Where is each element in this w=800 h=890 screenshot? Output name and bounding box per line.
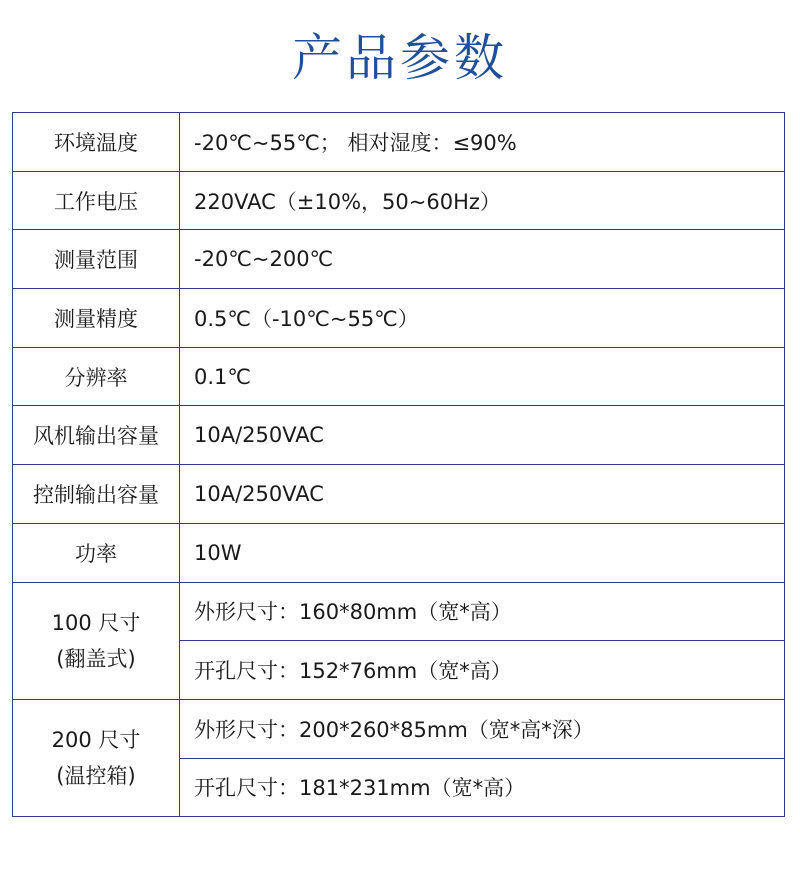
table-row: [13, 171, 785, 230]
table-row: [13, 465, 785, 524]
page-title: 产品参数: [292, 29, 508, 87]
table-row: [13, 699, 785, 758]
size-100-cutout-size: 开孔尺寸：152*76mm（宽*高）: [180, 641, 785, 700]
row-label-control-output-capacity: 控制输出容量: [13, 465, 180, 524]
row-value-resolution: 0.1℃: [180, 347, 785, 406]
spec-table: [12, 112, 785, 817]
table-row: [13, 406, 785, 465]
table-row: [13, 582, 785, 641]
size-group-label-line1: 200 尺寸: [51, 728, 141, 753]
row-label-power: 功率: [13, 523, 180, 582]
row-value-control-output-capacity: 10A/250VAC: [180, 465, 785, 524]
row-label-fan-output-capacity: 风机输出容量: [13, 406, 180, 465]
row-value-fan-output-capacity: 10A/250VAC: [180, 406, 785, 465]
size-group-label-line1: 100 尺寸: [51, 610, 141, 635]
row-label-measuring-range: 测量范围: [13, 230, 180, 289]
table-row: [13, 347, 785, 406]
table-row: [13, 230, 785, 289]
row-value-power: 10W: [180, 523, 785, 582]
table-row: [13, 113, 785, 172]
size-100-outer-size: 外形尺寸：160*80mm（宽*高）: [180, 582, 785, 641]
row-label-measuring-accuracy: 测量精度: [13, 289, 180, 348]
size-200-cutout-size: 开孔尺寸：181*231mm（宽*高）: [180, 758, 785, 817]
size-group-label-100: [13, 582, 180, 699]
table-row: [13, 523, 785, 582]
table-row: [13, 289, 785, 348]
row-value-working-voltage: 220VAC（±10%，50~60Hz）: [180, 171, 785, 230]
size-group-label-200: [13, 699, 180, 816]
row-label-working-voltage: 工作电压: [13, 171, 180, 230]
size-200-outer-size: 外形尺寸：200*260*85mm（宽*高*深）: [180, 699, 785, 758]
size-group-label-line2: (翻盖式): [56, 646, 136, 671]
row-label-resolution: 分辨率: [13, 347, 180, 406]
row-value-measuring-accuracy: 0.5℃（-10℃~55℃）: [180, 289, 785, 348]
size-group-label-line2: (温控箱): [56, 764, 136, 789]
row-value-measuring-range: -20℃~200℃: [180, 230, 785, 289]
row-value-ambient-temperature: -20℃~55℃； 相对湿度：≤90%: [180, 113, 785, 172]
row-label-ambient-temperature: 环境温度: [13, 113, 180, 172]
